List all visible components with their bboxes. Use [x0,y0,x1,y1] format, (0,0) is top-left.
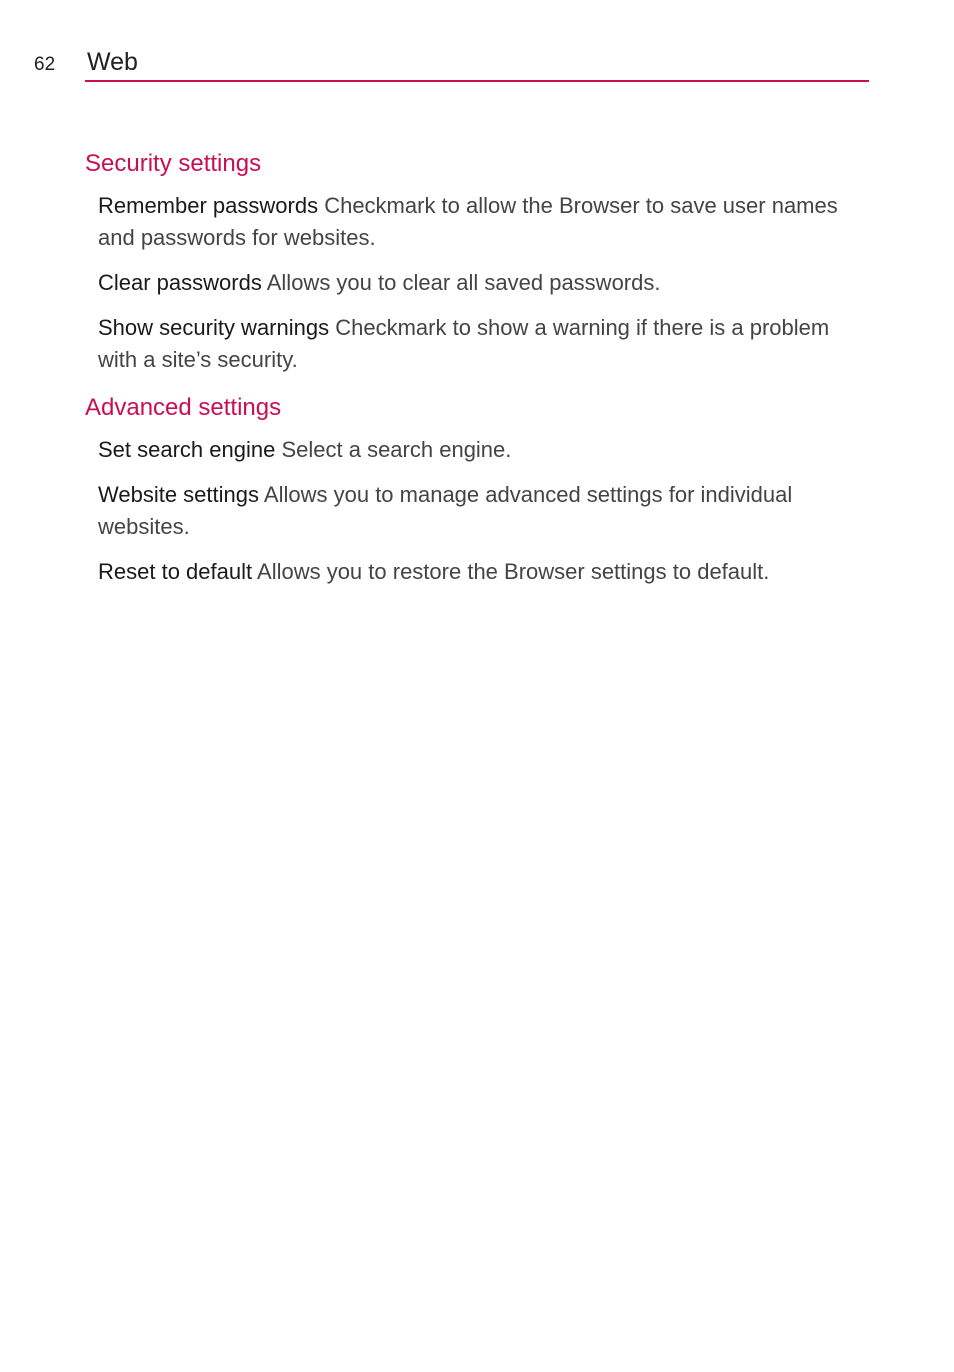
entry-clear-passwords [98,267,865,299]
entry-term: Reset to default [98,559,253,584]
entry-term: Set search engine [98,437,276,462]
entry-description: Allows you to manage advanced settings for individual websites. [98,482,793,539]
entry-description: Allows you to restore the Browser settings to default. [257,559,770,584]
section-heading: Advanced settings [85,394,282,421]
page-header [0,0,954,90]
entry-set-search-engine [98,434,865,466]
entry-description: Select a search engine. [281,437,512,462]
entry-description: Checkmark to allow the Browser to save user names and passwords for websites. [98,193,838,250]
advanced-settings-section [85,390,865,588]
entry-remember-passwords [98,190,865,254]
entry-reset-to-default [98,556,865,588]
page-number: 62 [34,54,56,75]
entry-show-security-warnings [98,312,865,376]
entry-term: Remember passwords [98,193,319,218]
page-content [85,146,865,602]
entry-term: Show security warnings [98,315,330,340]
security-settings-section [85,146,865,376]
chapter-title: Web [87,48,138,76]
entry-term: Clear passwords [98,270,262,295]
entry-website-settings [98,479,865,543]
entry-term: Website settings [98,482,260,507]
entry-description: Checkmark to show a warning if there is a problem with a site’s security. [98,315,830,372]
section-heading: Security settings [85,150,262,177]
entry-description: Allows you to clear all saved passwords. [266,270,661,295]
header-divider [85,80,869,82]
